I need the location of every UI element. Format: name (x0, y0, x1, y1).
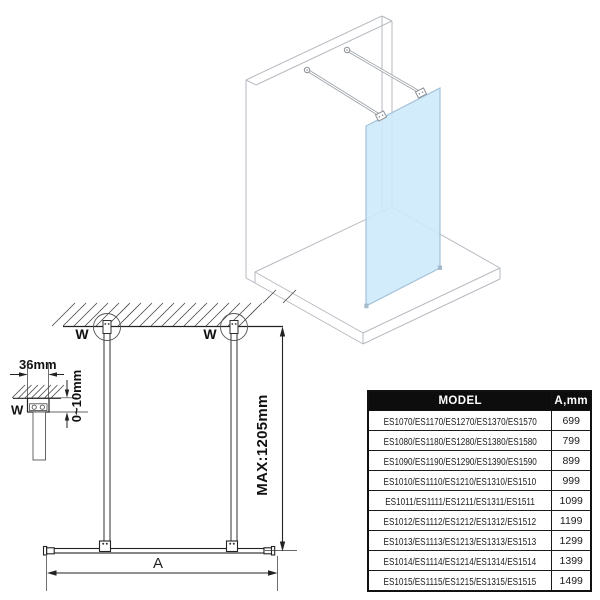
width-a-dimension (47, 555, 278, 591)
model-codes: ES1012/ES1112/ES1212/ES1312/ES1512 (383, 516, 537, 528)
table-row (368, 491, 591, 511)
table-row (368, 551, 591, 571)
a-mm-value: 799 (552, 431, 591, 451)
model-codes: ES1014/ES1114/ES1214/ES1314/ES1514 (383, 556, 537, 568)
table-row (368, 531, 591, 551)
floor-fitting-front (438, 265, 442, 270)
detail-glass-edge (33, 412, 46, 460)
detail-ceiling-hatch (12, 385, 64, 398)
isometric-view (246, 16, 500, 344)
table-row (368, 431, 591, 451)
a-mm-value: 699 (552, 411, 591, 431)
model-codes: ES1011/ES1111/ES1211/ES1311/ES1511 (385, 496, 536, 508)
glass-top-bar (44, 547, 275, 556)
spec-table (367, 390, 592, 592)
support-rod-left (103, 321, 111, 542)
glass-panel (366, 88, 440, 306)
table-header-row (368, 391, 591, 411)
model-codes: ES1080/ES1180/ES1280/ES1380/ES1580 (383, 436, 537, 448)
support-bar-right (344, 47, 421, 93)
model-codes: ES1015/ES1115/ES1215/ES1315/ES1515 (383, 576, 537, 588)
gap-label: 0~10mm (69, 369, 84, 423)
model-codes: ES1090/ES1190/ES1290/ES1390/ES1590 (383, 456, 537, 468)
a-mm-value: 1099 (552, 491, 591, 511)
a-mm-value: 999 (552, 471, 591, 491)
model-codes: ES1013/ES1113/ES1213/ES1313/ES1513 (383, 536, 537, 548)
support-bar-left (304, 67, 381, 116)
a-mm-value: 1399 (552, 551, 591, 571)
table-row (368, 571, 591, 592)
table-row (368, 451, 591, 471)
max-height-label: MAX:1205mm (254, 394, 271, 496)
a-mm-value: 1199 (552, 511, 591, 531)
table-row (368, 511, 591, 531)
model-codes: ES1010/ES1110/ES1210/ES1310/ES1510 (383, 476, 537, 488)
support-rod-right (230, 321, 238, 542)
bracket-detail (10, 357, 88, 460)
a-mm-value: 1299 (552, 531, 591, 551)
wall-fixing-label-left: W (75, 326, 89, 342)
elevation-view (10, 290, 297, 591)
bracket-width-label: 36mm (19, 357, 57, 372)
ceiling-hatch (52, 290, 296, 326)
floor-fitting-back (364, 304, 368, 309)
a-mm-value: 899 (552, 451, 591, 471)
table-row (368, 471, 591, 491)
wall-fixing-label-detail: W (11, 402, 24, 418)
table-row (368, 411, 591, 431)
column-header-model: MODEL (368, 391, 552, 411)
wall-fixing-label-right: W (203, 326, 217, 342)
model-codes: ES1070/ES1170/ES1270/ES1370/ES1570 (383, 416, 537, 428)
column-header-amm: A,mm (552, 391, 591, 411)
rod-clamp-left (100, 541, 111, 552)
a-mm-value: 1499 (552, 571, 591, 592)
max-height-dimension (254, 327, 297, 552)
width-a-label: A (152, 555, 164, 572)
rod-clamp-right (227, 541, 238, 552)
